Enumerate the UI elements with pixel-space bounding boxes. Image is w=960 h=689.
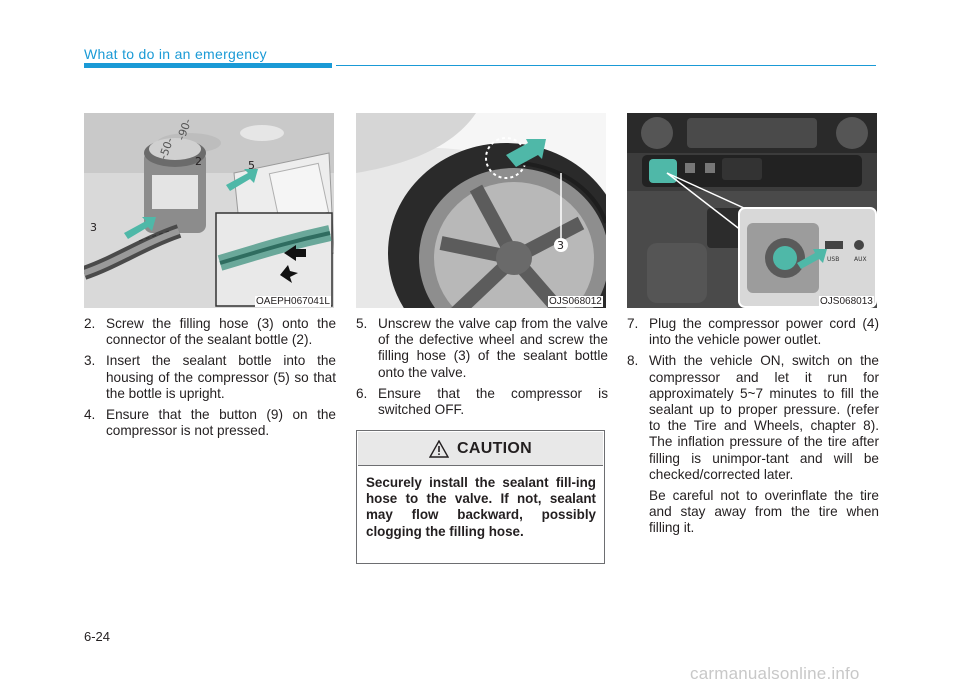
step-text: Unscrew the valve cap from the valve of the defective wheel and screw the filling hose (3) of the sealant bottle onto the valve. (378, 316, 608, 380)
step-number: 5. (356, 316, 368, 331)
step-number: 4. (84, 407, 96, 423)
caution-text: Securely install the sealant fill-ing hose to the valve. If not, sealant may flow backward, possibly clogging the filling hose. (366, 475, 596, 539)
header-rule (336, 65, 876, 66)
figure-code-3: OJS068013 (820, 296, 873, 307)
section-title: What to do in an emergency (84, 46, 267, 62)
figure-wheel-valve (356, 113, 606, 308)
power-outlet-illustration (627, 113, 877, 308)
column-1 (84, 316, 336, 444)
step-number: 6. (356, 385, 368, 401)
caution-box (356, 430, 605, 564)
column-2 (356, 316, 608, 423)
step-8 (627, 353, 879, 483)
step-text: Screw the filling hose (3) onto the connector of the sealant bottle (2). (106, 316, 336, 348)
step-number: 7. (627, 316, 639, 331)
callout-2: 2 (195, 155, 202, 168)
figure-power-outlet (627, 113, 877, 308)
step-text: With the vehicle ON, switch on the compressor and let it run for approximately 5~7 minutes to fill the sealant up to proper pressure. (refer to the Tire and Wheels, chapter 8). The inflation pressure of the tire after filling is unimpor-tant and will be checked/corrected later. (649, 353, 879, 482)
sealant-bottle-illustration (84, 113, 334, 308)
callout-3-wheel: 3 (557, 239, 564, 252)
page-number: 6-24 (84, 629, 111, 644)
step-6 (356, 386, 608, 418)
callout-3: 3 (90, 221, 97, 234)
step-text: Ensure that the compressor is switched OFF. (378, 385, 608, 418)
step-2 (84, 316, 336, 348)
watermark: carmanualsonline.info (690, 664, 860, 683)
svg-text:-50-: -50- (156, 135, 177, 162)
header-accent-bar (84, 63, 332, 68)
step-number: 8. (627, 353, 639, 369)
step-3 (84, 353, 336, 402)
step-7 (627, 316, 879, 348)
caution-header (358, 432, 603, 466)
usb-label: USB (827, 256, 840, 263)
step-text: Insert the sealant bottle into the housing of the compressor (5) so that the bottle is upright. (106, 353, 336, 401)
step-5 (356, 316, 608, 381)
warning-triangle-icon (429, 440, 449, 458)
caution-label: CAUTION (457, 439, 532, 457)
figure-code-2: OJS068012 (549, 296, 602, 307)
callout-5: 5 (248, 159, 255, 172)
column-3 (627, 316, 879, 537)
wheel-valve-illustration (356, 113, 606, 308)
overinflate-note: Be careful not to overinflate the tire and stay away from the tire when filling it. (649, 488, 879, 536)
figure-code-1: OAEPH067041L (256, 296, 330, 307)
figure-sealant-bottle (84, 113, 334, 308)
step-4 (84, 407, 336, 439)
step-text: Plug the compressor power cord (4) into the vehicle power outlet. (649, 316, 879, 348)
svg-text:-90-: -90- (174, 116, 195, 143)
aux-label: AUX (854, 256, 867, 263)
step-number: 2. (84, 316, 96, 331)
step-number: 3. (84, 353, 96, 369)
step-text: Ensure that the button (9) on the compressor is not pressed. (106, 407, 336, 439)
